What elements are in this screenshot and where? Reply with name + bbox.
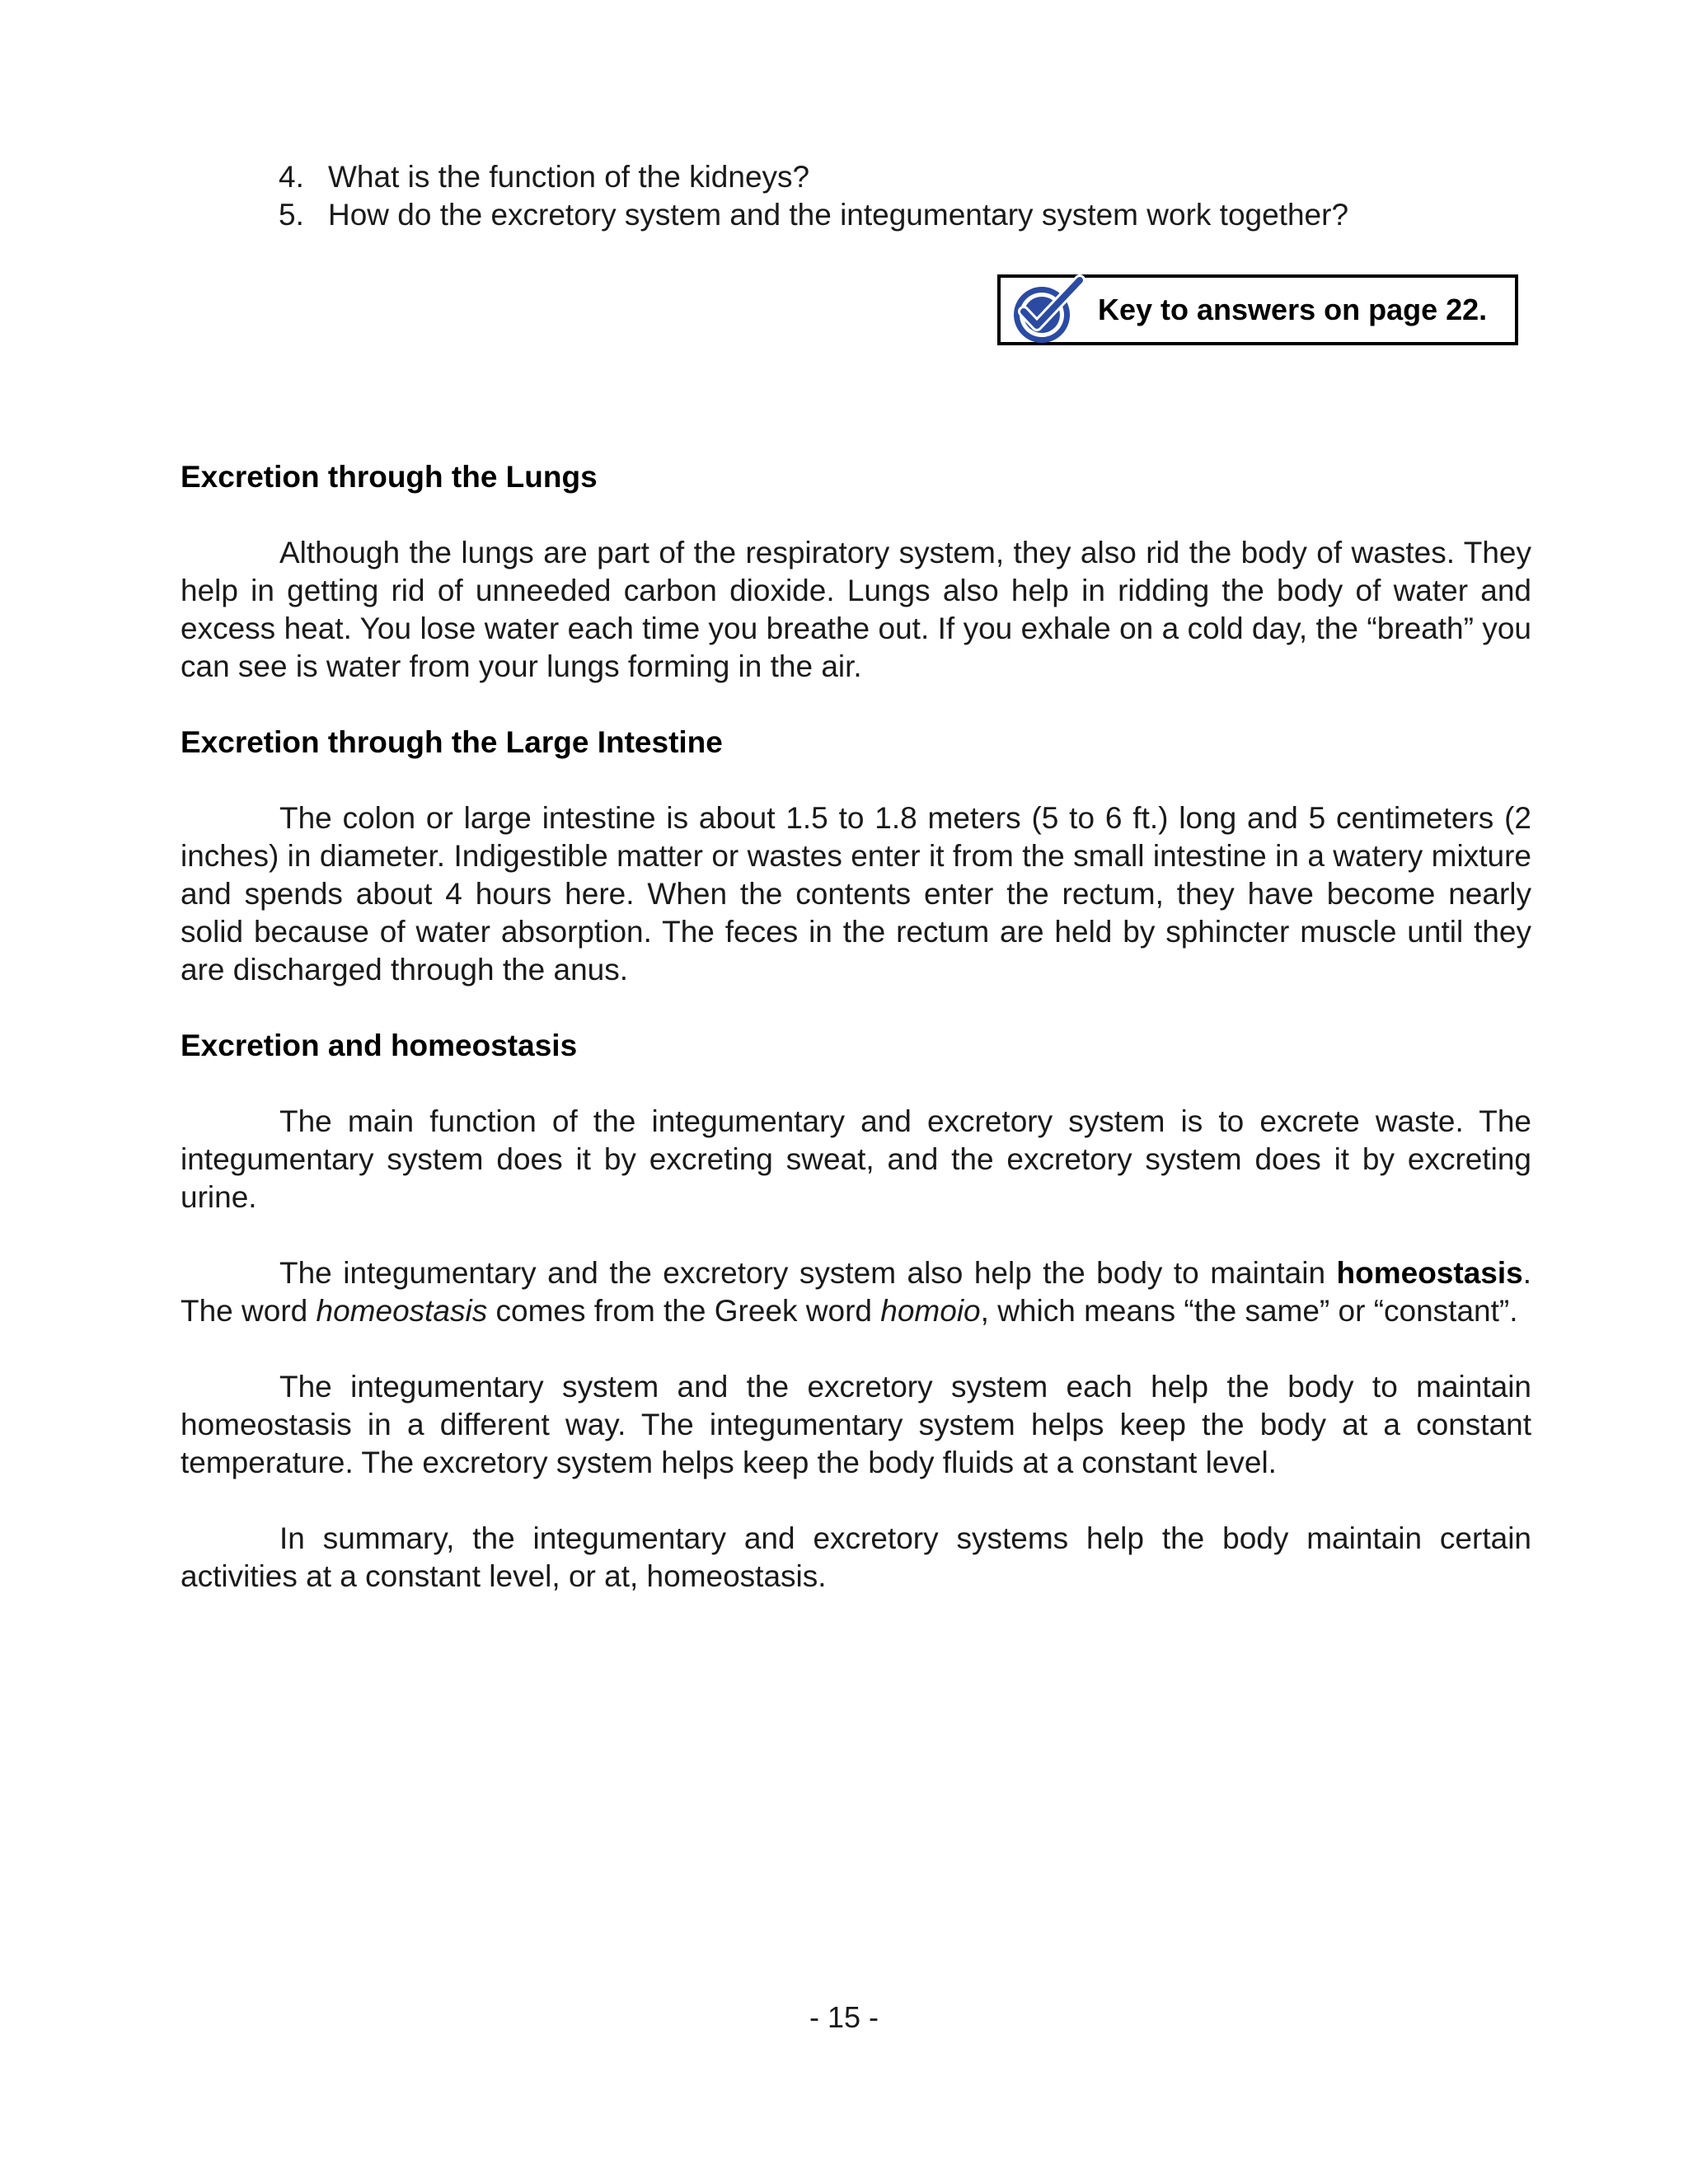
question-text: What is the function of the kidneys? (328, 160, 810, 194)
text-segment: comes from the Greek word (487, 1294, 881, 1328)
heading-lungs: Excretion through the Lungs (181, 460, 598, 494)
bold-term-homeostasis: homeostasis (1336, 1256, 1523, 1290)
answer-key-box (997, 274, 1518, 345)
text-segment: The integumentary and the excretory system also help the body to maintain (279, 1256, 1337, 1290)
document-body (181, 458, 1531, 1596)
text-segment: , which means “the same” or “constant”. (980, 1294, 1518, 1328)
checkmark-icon (1007, 274, 1090, 348)
heading-large-intestine: Excretion through the Large Intestine (181, 725, 723, 759)
answer-key-label: Key to answers on page 22. (1098, 293, 1488, 326)
text-segment: . The word (181, 1256, 1531, 1328)
paragraph-homeostasis-ways: The integumentary system and the excretory system each help the body to maintain homeostasis in a different way. The integumentary system helps keep the body at a constant temperature. The excretory system helps keep the body fluids at a constant level. (181, 1370, 1531, 1479)
paragraph-excretion-function: The main function of the integumentary and excretory system is to excrete waste. The integumentary system does it by excreting sweat, and the excretory system does it by excreting urine. (181, 1104, 1531, 1214)
paragraph-lungs: Although the lungs are part of the respiratory system, they also rid the body of wastes. They help in getting rid of unneeded carbon dioxide. Lungs also help in ridding the body of water and excess heat. You lose water each time you breathe out. If you exhale on a cold day, the “breath” you can see is water from your lungs forming in the air. (181, 536, 1531, 683)
question-item (279, 158, 1515, 196)
page-number: - 15 - (809, 2000, 879, 2034)
paragraph-homeostasis-definition (181, 1254, 1531, 1330)
question-number: 5. (279, 198, 304, 232)
question-text: How do the excretory system and the integumentary system work together? (328, 198, 1349, 232)
question-number: 4. (279, 160, 304, 194)
italic-term-homeostasis: homeostasis (316, 1294, 488, 1328)
heading-homeostasis: Excretion and homeostasis (181, 1029, 578, 1062)
paragraph-summary: In summary, the integumentary and excretory systems help the body maintain certain activities at a constant level, or at, homeostasis. (181, 1521, 1531, 1593)
question-item (279, 196, 1515, 234)
paragraph-large-intestine: The colon or large intestine is about 1.5 to 1.8 meters (5 to 6 ft.) long and 5 centimeters (2 inches) in diameter. Indigestible matter or wastes enter it from the small intestine in a watery mixture and spends about 4 hours here. When the contents enter the rectum, they have become nearly solid because of water absorption. The feces in the rectum are held by sphincter muscle until they are discharged through the anus. (181, 801, 1531, 987)
question-list (279, 158, 1515, 234)
italic-term-homoio: homoio (880, 1294, 981, 1328)
